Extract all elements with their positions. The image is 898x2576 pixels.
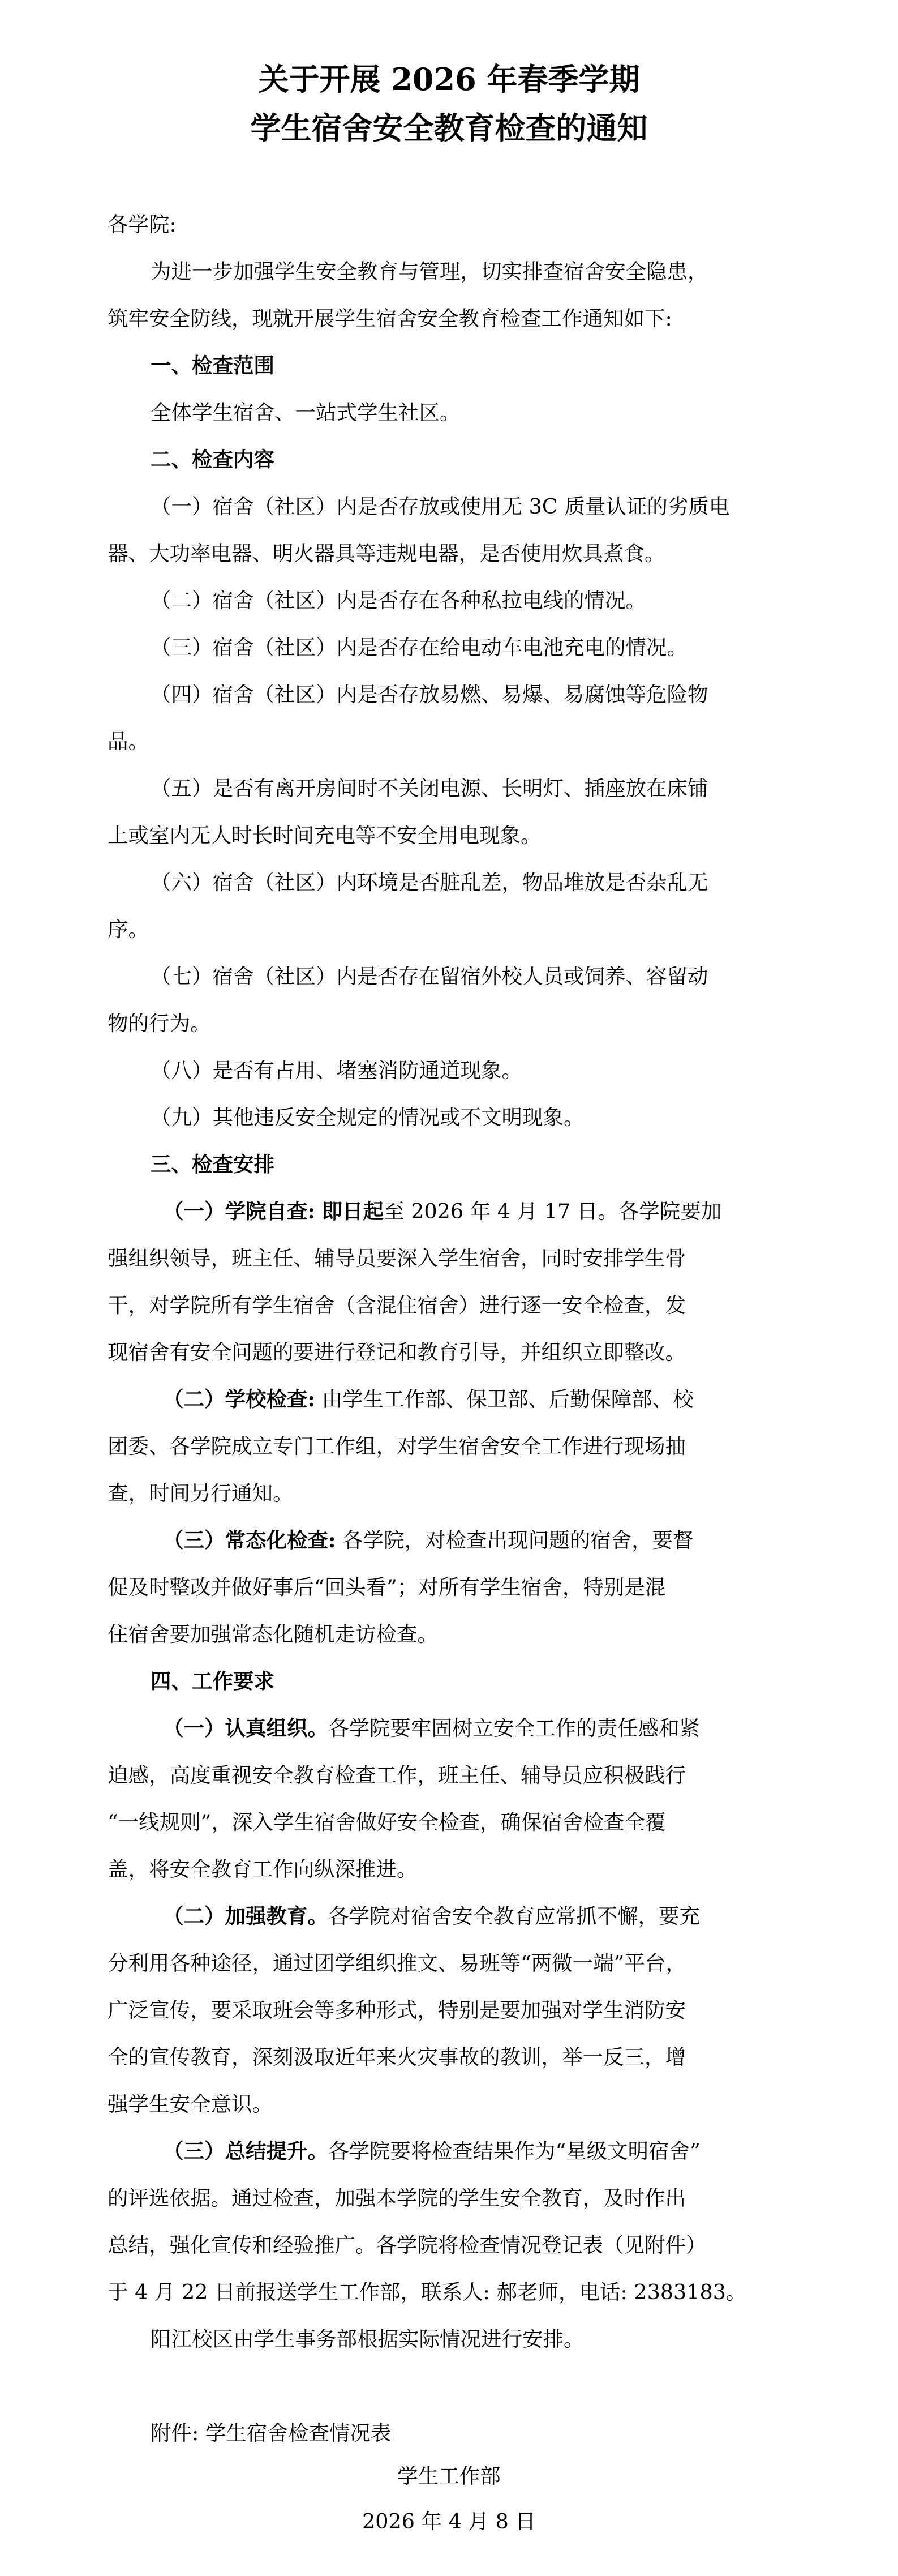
arrangement-text: 各学院，对检查出现问题的宿舍，要督 xyxy=(342,1528,694,1552)
requirement-text: 各学院要牢固树立安全工作的责任感和紧 xyxy=(328,1716,700,1740)
content-item: （一）宿舍（社区）内是否存放或使用无 3C 质量认证的劣质电 xyxy=(151,494,730,519)
requirement-label: （二）加强教育。 xyxy=(163,1904,328,1928)
arrangement-text: 至 2026 年 4 月 17 日。各学院要加 xyxy=(384,1199,722,1223)
scope-text: 全体学生宿舍、一站式学生社区。 xyxy=(151,400,461,425)
requirement-label: （一）认真组织。 xyxy=(163,1716,328,1740)
requirement-item-continued: 分利用各种途径，通过团学组织推文、易班等“两微一端”平台， xyxy=(108,1951,686,1975)
arrangement-item-continued: 干，对学院所有学生宿舍（含混住宿舍）进行逐一安全检查，发 xyxy=(108,1293,686,1317)
content-item: （二）宿舍（社区）内是否存在各种私拉电线的情况。 xyxy=(151,588,646,613)
requirement-text: 各学院对宿舍安全教育应常抓不懈，要充 xyxy=(328,1904,700,1928)
requirement-label: （三）总结提升。 xyxy=(163,2139,328,2163)
requirement-item-continued: 盖，将安全教育工作向纵深推进。 xyxy=(108,1857,418,1881)
arrangement-item-continued: 住宿舍要加强常态化随机走访检查。 xyxy=(108,1622,438,1646)
issue-date: 2026 年 4 月 8 日 xyxy=(362,2509,536,2534)
content-item-continued: 上或室内无人时长时间充电等不安全用电现象。 xyxy=(108,823,542,848)
requirement-item-continued: 的评选依据。通过检查，加强本学院的学生安全教育，及时作出 xyxy=(108,2186,686,2210)
arrangement-item-continued: 促及时整改并做好事后“回头看”；对所有学生宿舍，特别是混 xyxy=(108,1575,666,1599)
content-item: （五）是否有离开房间时不关闭电源、长明灯、插座放在床铺 xyxy=(151,776,708,801)
arrangement-item-continued: 强组织领导，班主任、辅导员要深入学生宿舍，同时安排学生骨 xyxy=(108,1246,686,1270)
content-item: （三）宿舍（社区）内是否存在给电动车电池充电的情况。 xyxy=(151,635,688,660)
arrangement-label: （三）常态化检查: xyxy=(163,1528,336,1552)
title-line-2: 学生宿舍安全教育检查的通知 xyxy=(250,110,648,146)
requirement-item-continued: 总结，强化宣传和经验推广。各学院将检查情况登记表（见附件） xyxy=(108,2233,707,2257)
arrangement-item-continued: 现宿舍有安全问题的要进行登记和教育引导，并组织立即整改。 xyxy=(108,1340,686,1364)
content-item-continued: 物的行为。 xyxy=(108,1011,211,1035)
requirement-item-continued: “一线规则”，深入学生宿舍做好安全检查，确保宿舍检查全覆 xyxy=(108,1810,666,1834)
arrangement-item xyxy=(108,1517,793,1564)
content-item: （七）宿舍（社区）内是否存在留宿外校人员或饲养、容留动 xyxy=(151,964,708,989)
requirement-item xyxy=(108,2128,793,2175)
requirement-item-continued: 全的宣传教育，深刻汲取近年来火灾事故的教训，举一反三，增 xyxy=(108,2045,686,2069)
content-item: （六）宿舍（社区）内环境是否脏乱差，物品堆放是否杂乱无 xyxy=(151,870,708,895)
arrangement-text: 由学生工作部、保卫部、后勤保障部、校 xyxy=(321,1387,694,1411)
arrangement-item-continued: 团委、各学院成立专门工作组，对学生宿舍安全工作进行现场抽 xyxy=(108,1434,686,1458)
content-item: （四）宿舍（社区）内是否存放易燃、易爆、易腐蚀等危险物 xyxy=(151,682,708,707)
section-heading-content: 二、检查内容 xyxy=(151,447,274,472)
arrangement-item xyxy=(108,1376,793,1423)
requirement-item-continued: 广泛宣传，要采取班会等多种形式，特别是要加强对学生消防安 xyxy=(108,1998,686,2022)
title-line-1: 关于开展 2026 年春季学期 xyxy=(258,61,640,97)
content-item-continued: 器、大功率电器、明火器具等违规电器，是否使用炊具煮食。 xyxy=(108,541,665,566)
attachment-line: 附件: 学生宿舍检查情况表 xyxy=(151,2421,392,2445)
section-heading-requirements: 四、工作要求 xyxy=(151,1669,274,1693)
section-heading-scope: 一、检查范围 xyxy=(151,353,274,378)
requirement-item xyxy=(108,1705,793,1752)
requirement-item-continued: 迫感，高度重视安全教育检查工作，班主任、辅导员应积极践行 xyxy=(108,1763,686,1787)
section-heading-arrangement: 三、检查安排 xyxy=(151,1152,274,1176)
requirement-text: 各学院要将检查结果作为“星级文明宿舍” xyxy=(328,2139,701,2163)
requirement-item-continued: 于 4 月 22 日前报送学生工作部，联系人: 郝老师，电话: 2383183。 xyxy=(108,2280,747,2304)
arrangement-item-continued: 查，时间另行通知。 xyxy=(108,1481,294,1505)
content-item-continued: 序。 xyxy=(108,917,149,942)
salutation: 各学院: xyxy=(108,212,177,237)
requirement-item xyxy=(108,1893,793,1940)
requirement-item-continued: 强学生安全意识。 xyxy=(108,2092,273,2116)
intro-line: 为进一步加强学生安全教育与管理，切实排查宿舍安全隐患， xyxy=(151,259,708,284)
content-item-continued: 品。 xyxy=(108,729,149,754)
arrangement-label: （一）学院自查: xyxy=(163,1199,315,1223)
spacer xyxy=(108,2363,793,2410)
intro-line: 筑牢安全防线，现就开展学生宿舍安全教育检查工作通知如下: xyxy=(108,306,672,331)
campus-note: 阳江校区由学生事务部根据实际情况进行安排。 xyxy=(151,2327,585,2351)
issuing-department: 学生工作部 xyxy=(397,2464,501,2488)
arrangement-start-date: 即日起 xyxy=(321,1199,384,1223)
content-item: （九）其他违反安全规定的情况或不文明现象。 xyxy=(151,1105,585,1129)
content-item: （八）是否有占用、堵塞消防通道现象。 xyxy=(151,1058,522,1082)
arrangement-item xyxy=(108,1188,793,1235)
notice-body xyxy=(108,201,793,2457)
arrangement-label: （二）学校检查: xyxy=(163,1387,315,1411)
